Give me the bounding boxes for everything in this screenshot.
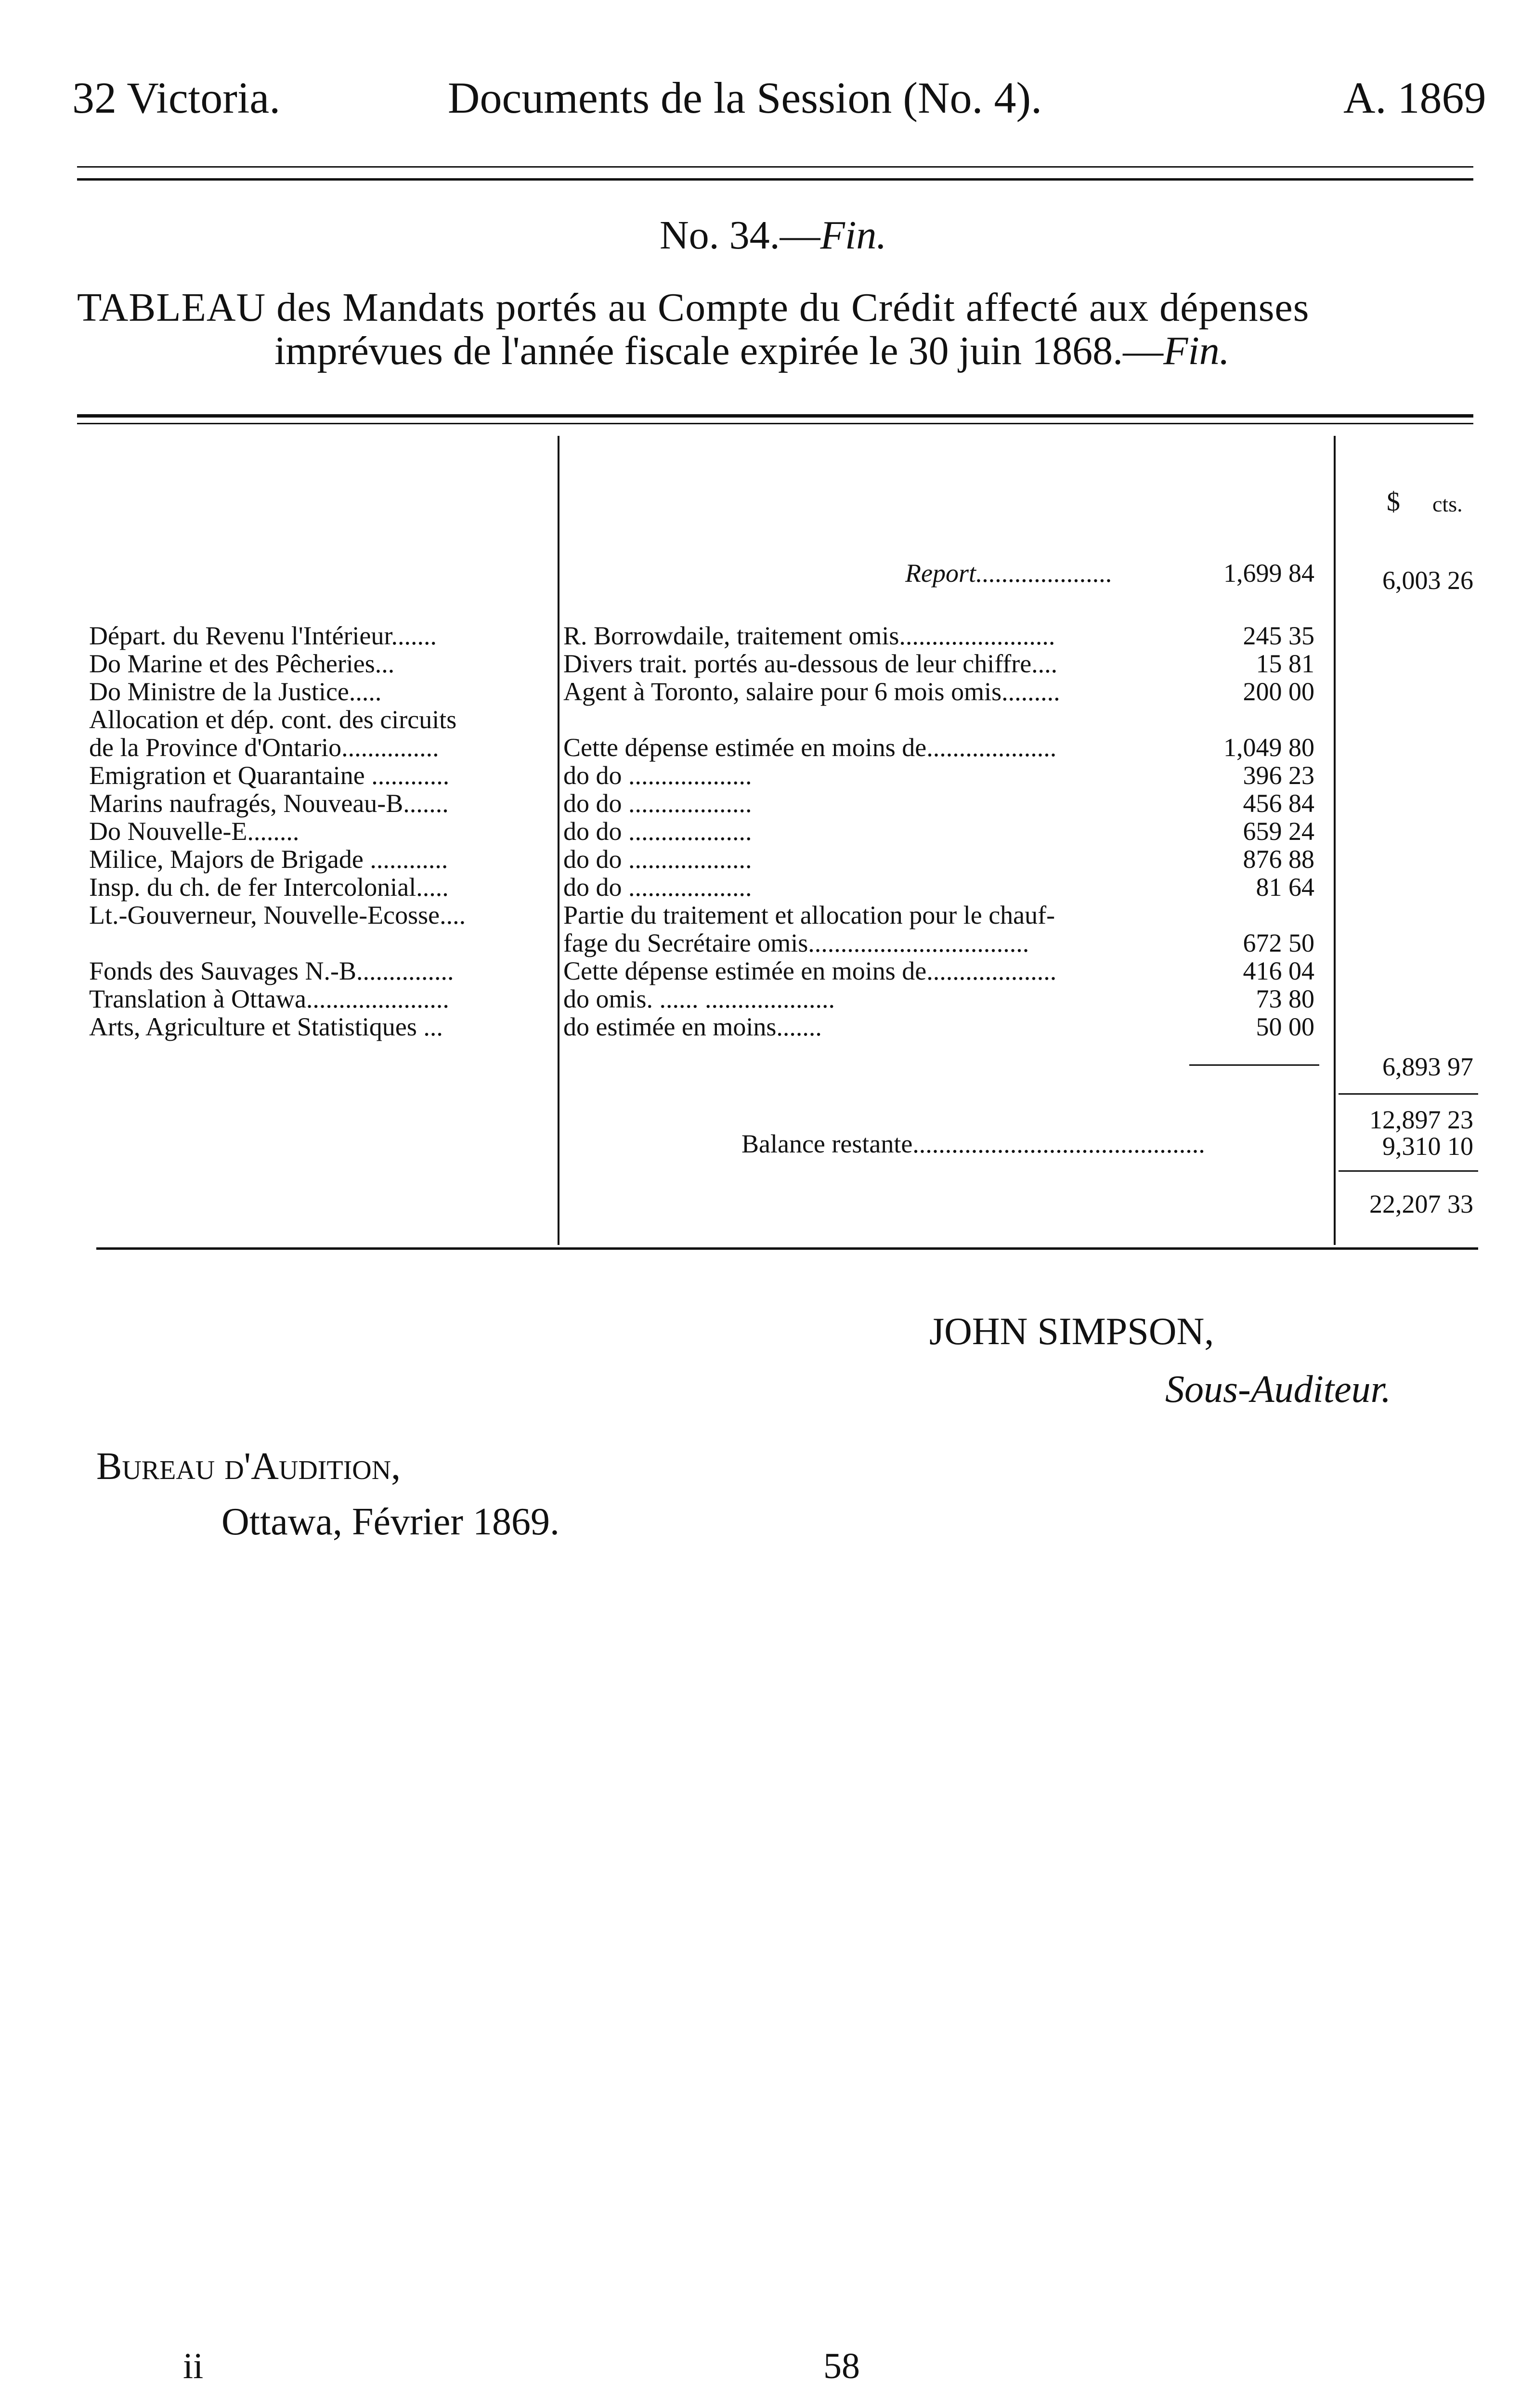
row-description: do estimée en moins....... (563, 1012, 822, 1041)
header-year: A. 1869 (1343, 73, 1486, 122)
row-amount: 73 80 (1256, 984, 1314, 1013)
sum-rule-1 (1339, 1093, 1478, 1095)
footer-roman-page: ii (183, 2346, 204, 2386)
total-expended: 12,897 23 (1369, 1105, 1473, 1134)
section-number (660, 212, 886, 259)
row-department: Départ. du Revenu l'Intérieur....... (89, 621, 437, 650)
sum-rule-2 (1339, 1170, 1478, 1172)
row-department: Arts, Agriculture et Statistiques ... (89, 1012, 443, 1041)
header-rule-top (77, 166, 1473, 168)
row-department: Do Marine et des Pêcheries... (89, 649, 395, 678)
table-title-line1: TABLEAU des Mandats portés au Compte du Crédit affecté aux dépenses (77, 285, 1310, 330)
office-name: Bureau d'Audition, (96, 1445, 401, 1488)
row-amount: 15 81 (1256, 649, 1314, 678)
report-amount: 1,699 84 (1223, 559, 1314, 588)
row-department: Allocation et dép. cont. des circuits (89, 705, 457, 734)
row-department: Milice, Majors de Brigade ............ (89, 845, 448, 874)
row-description: Cette dépense estimée en moins de.................... (563, 733, 1057, 762)
row-amount: 416 04 (1243, 956, 1314, 985)
row-description: do do ................... (563, 761, 752, 790)
row-department: Fonds des Sauvages N.-B............... (89, 956, 454, 985)
row-department: Marins naufragés, Nouveau-B....... (89, 789, 449, 818)
row-description: do do ................... (563, 873, 752, 902)
balance-amount: 9,310 10 (1382, 1132, 1473, 1161)
subtotal-rule (1189, 1064, 1319, 1066)
header-volume: 32 Victoria. (72, 73, 281, 122)
signature-title: Sous-Auditeur. (1165, 1368, 1391, 1411)
column-divider-left (558, 436, 559, 1245)
row-amount: 1,049 80 (1223, 733, 1314, 762)
table-top-rule (77, 414, 1473, 418)
row-department: de la Province d'Ontario............... (89, 733, 439, 762)
footer-page-number: 58 (823, 2346, 860, 2386)
row-description: R. Borrowdaile, traitement omis........................ (563, 621, 1055, 650)
row-department: Translation à Ottawa...................... (89, 984, 449, 1013)
row-amount: 659 24 (1243, 817, 1314, 846)
row-department: Insp. du ch. de fer Intercolonial..... (89, 873, 449, 902)
row-amount: 396 23 (1243, 761, 1314, 790)
row-department: Do Nouvelle-E........ (89, 817, 299, 846)
row-description: Partie du traitement et allocation pour le chauf- (563, 901, 1055, 929)
dollars-header: $ (1387, 487, 1400, 517)
row-description: do omis. ...... .................... (563, 984, 835, 1013)
row-description: fage du Secrétaire omis.................................. (563, 929, 1029, 957)
row-amount: 672 50 (1243, 929, 1314, 957)
table-bottom-rule (96, 1247, 1478, 1250)
row-description: do do ................... (563, 845, 752, 874)
row-amount: 876 88 (1243, 845, 1314, 874)
row-department: Lt.-Gouverneur, Nouvelle-Ecosse.... (89, 901, 466, 929)
subtotal-amount: 6,893 97 (1382, 1052, 1473, 1081)
report-label: Report..................... (905, 559, 1113, 588)
balance-label: Balance restante............................................. (741, 1129, 1205, 1158)
row-description: Cette dépense estimée en moins de.................... (563, 956, 1057, 985)
row-description: Agent à Toronto, salaire pour 6 mois omis......... (563, 677, 1060, 706)
report-carried: 6,003 26 (1382, 566, 1473, 595)
row-amount: 245 35 (1243, 621, 1314, 650)
office-date: Ottawa, Février 1869. (221, 1501, 560, 1543)
row-description: do do ................... (563, 817, 752, 846)
table-title-fin: Fin. (1163, 328, 1230, 373)
section-fin: Fin. (820, 213, 887, 258)
column-divider-right (1334, 436, 1336, 1245)
section-number-text: No. 34.— (660, 213, 820, 258)
cents-header: cts. (1432, 492, 1463, 516)
row-description: do do ................... (563, 789, 752, 818)
header-session: Documents de la Session (No. 4). (448, 73, 1042, 122)
row-department: Emigration et Quarantaine ............ (89, 761, 450, 790)
grand-total: 22,207 33 (1369, 1190, 1473, 1218)
table-title-line2-text: imprévues de l'année fiscale expirée le 30 juin 1868.— (274, 328, 1164, 373)
header-rule-bottom (77, 178, 1473, 181)
table-title-line2 (274, 327, 1230, 374)
signature-name: JOHN SIMPSON, (929, 1310, 1214, 1353)
row-amount: 456 84 (1243, 789, 1314, 818)
row-description: Divers trait. portés au-dessous de leur chiffre.... (563, 649, 1058, 678)
row-amount: 50 00 (1256, 1012, 1314, 1041)
table-top-rule-thin (77, 423, 1473, 424)
row-department: Do Ministre de la Justice..... (89, 677, 382, 706)
row-amount: 200 00 (1243, 677, 1314, 706)
row-amount: 81 64 (1256, 873, 1314, 902)
